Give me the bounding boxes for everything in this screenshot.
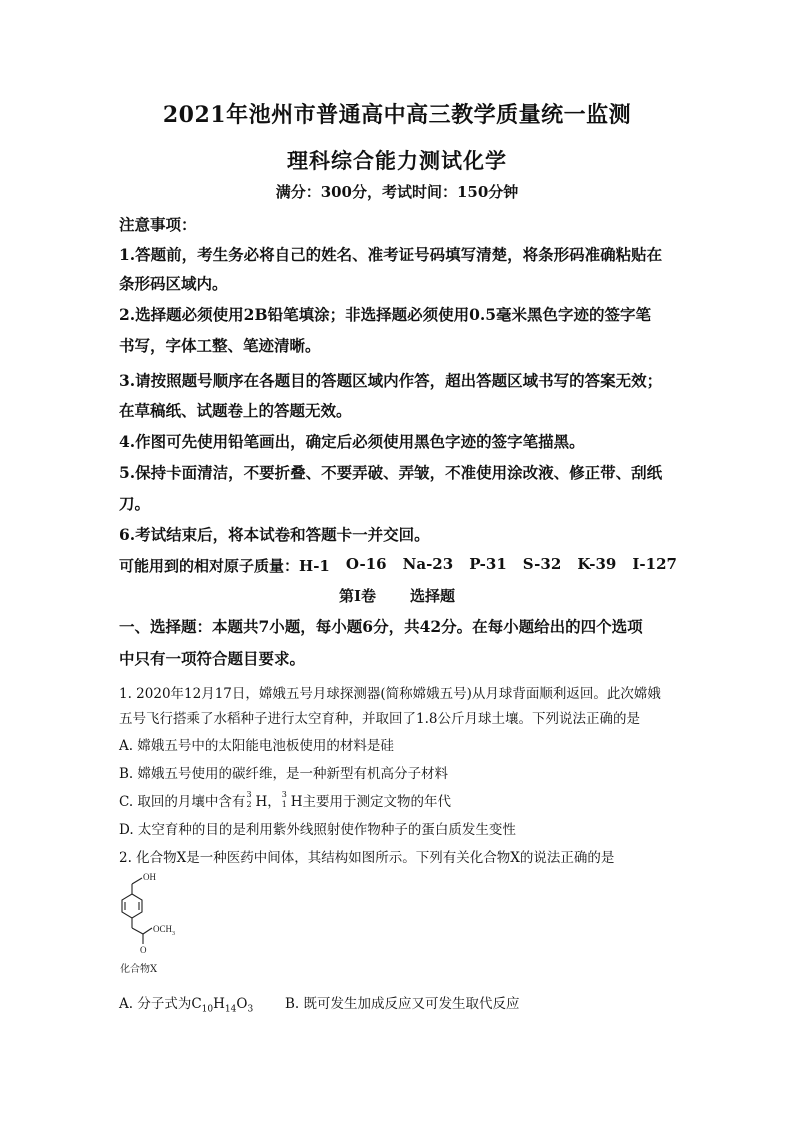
q1-option-c <box>119 790 451 810</box>
bond-ch2-oh <box>132 878 142 884</box>
q1-option-d: D. 太空育种的目的是利用紫外线照射使作物种子的蛋白质发生变性 <box>119 822 516 838</box>
formula-h: H <box>213 996 225 1012</box>
note-2-line2: 书写，字体工整、笔迹清晰。 <box>119 336 321 355</box>
isotope-1-number: 2 <box>246 800 252 809</box>
structure-och3-sub: 3 <box>172 931 176 937</box>
q2-option-a-pre: A. 分子式为C <box>119 996 202 1012</box>
q1-option-c-post: 主要用于测定文物的年代 <box>302 794 451 810</box>
notes-heading: 注意事项： <box>119 215 197 234</box>
note-6: 6.考试结束后，将本试卷和答题卡一并交回。 <box>119 525 430 544</box>
section-heading <box>0 585 794 606</box>
q1-option-a: A. 嫦娥五号中的太阳能电池板使用的材料是硅 <box>119 738 394 754</box>
note-2-line1: 2.选择题必须使用2B铅笔填涂；非选择题必须使用0.5毫米黑色字迹的签字笔 <box>119 305 652 324</box>
formula-sub-c: 10 <box>201 1004 214 1015</box>
compound-x-structure <box>118 868 208 980</box>
isotope-1-symbol: H， <box>255 794 281 810</box>
note-1-line1: 1.答题前，考生务必将自己的姓名、准考证号码填写清楚，将条形码准确粘贴在 <box>119 245 663 264</box>
atomic-mass-item: S-32 <box>522 555 562 573</box>
q2-stem: 2. 化合物X是一种医药中间体，其结构如图所示。下列有关化合物X的说法正确的是 <box>119 850 615 866</box>
part1-line1: 一、选择题：本题共7小题，每小题6分，共42分。在每小题给出的四个选项 <box>119 617 643 636</box>
q1-stem-line2: 五号飞行搭乘了水稻种子进行太空育种，并取回了1.8公斤月球土壤。下列说法正确的是 <box>119 711 640 727</box>
structure-diagram <box>118 868 208 980</box>
atomic-mass-item: O-16 <box>345 555 387 573</box>
isotope-2-symbol: H <box>290 794 303 810</box>
note-4: 4.作图可先使用铅笔画出，确定后必须使用黑色字迹的签字笔描黑。 <box>119 432 585 451</box>
score-time: 满分：300分，考试时间：150分钟 <box>275 183 519 201</box>
formula-o: O <box>236 996 248 1012</box>
section-volume: 第I卷 <box>338 587 376 605</box>
formula-sub-o: 3 <box>247 1004 254 1015</box>
atomic-mass-label-h <box>119 555 330 576</box>
structure-och3-label <box>153 924 175 937</box>
atomic-mass-item: K-39 <box>577 555 617 573</box>
isotope-2-mass: 3 <box>281 790 287 799</box>
q2-option-a <box>119 992 253 1015</box>
isotope-2-number: 1 <box>281 800 287 809</box>
structure-caption: 化合物X <box>120 964 158 975</box>
note-3-line1: 3.请按照题号顺序在各题目的答题区域内作答，超出答题区域书写的答案无效； <box>119 371 663 390</box>
note-1-line2: 条形码区域内。 <box>119 274 228 293</box>
structure-oh-label: OH <box>143 872 156 882</box>
bond-chain <box>132 928 143 934</box>
atomic-mass-item: Na-23 <box>402 555 454 573</box>
page-title: 2021年池州市普通高中高三教学质量统一监测 <box>162 102 632 128</box>
section-name: 选择题 <box>410 587 456 605</box>
q2-option-b: B. 既可发生加成反应又可发生取代反应 <box>285 996 520 1012</box>
atomic-mass-item: P-31 <box>469 555 507 573</box>
atomic-mass-row <box>119 555 677 576</box>
note-5-line1: 5.保持卡面清洁，不要折叠、不要弄破、弄皱，不准使用涂改液、修正带、刮纸 <box>119 463 663 482</box>
formula-sub-h: 14 <box>224 1004 237 1015</box>
q1-option-b: B. 嫦娥五号使用的碳纤维，是一种新型有机高分子材料 <box>119 766 449 782</box>
atomic-mass-label: 可能用到的相对原子质量： <box>119 557 300 575</box>
q1-stem-line1: 1. 2020年12月17日，嫦娥五号月球探测器(简称嫦娥五号)从月球背面顺利返回。此次嫦娥 <box>119 686 661 702</box>
atomic-mass-item: H-1 <box>299 557 330 575</box>
structure-och3-text: OCH <box>153 924 173 934</box>
isotope-2-scripts <box>281 790 291 809</box>
page-subtitle: 理科综合能力测试化学 <box>287 148 507 173</box>
bond-ome <box>143 928 152 934</box>
q1-option-c-pre: C. 取回的月壤中含有 <box>119 794 246 810</box>
structure-o-label: O <box>140 945 147 955</box>
note-5-line2: 刀。 <box>119 494 151 513</box>
isotope-1-scripts <box>245 790 255 809</box>
note-3-line2: 在草稿纸、试题卷上的答题无效。 <box>119 401 352 420</box>
isotope-1-mass: 3 <box>246 790 252 799</box>
atomic-mass-item: I-127 <box>632 555 677 573</box>
part1-line2: 中只有一项符合题目要求。 <box>119 649 306 668</box>
